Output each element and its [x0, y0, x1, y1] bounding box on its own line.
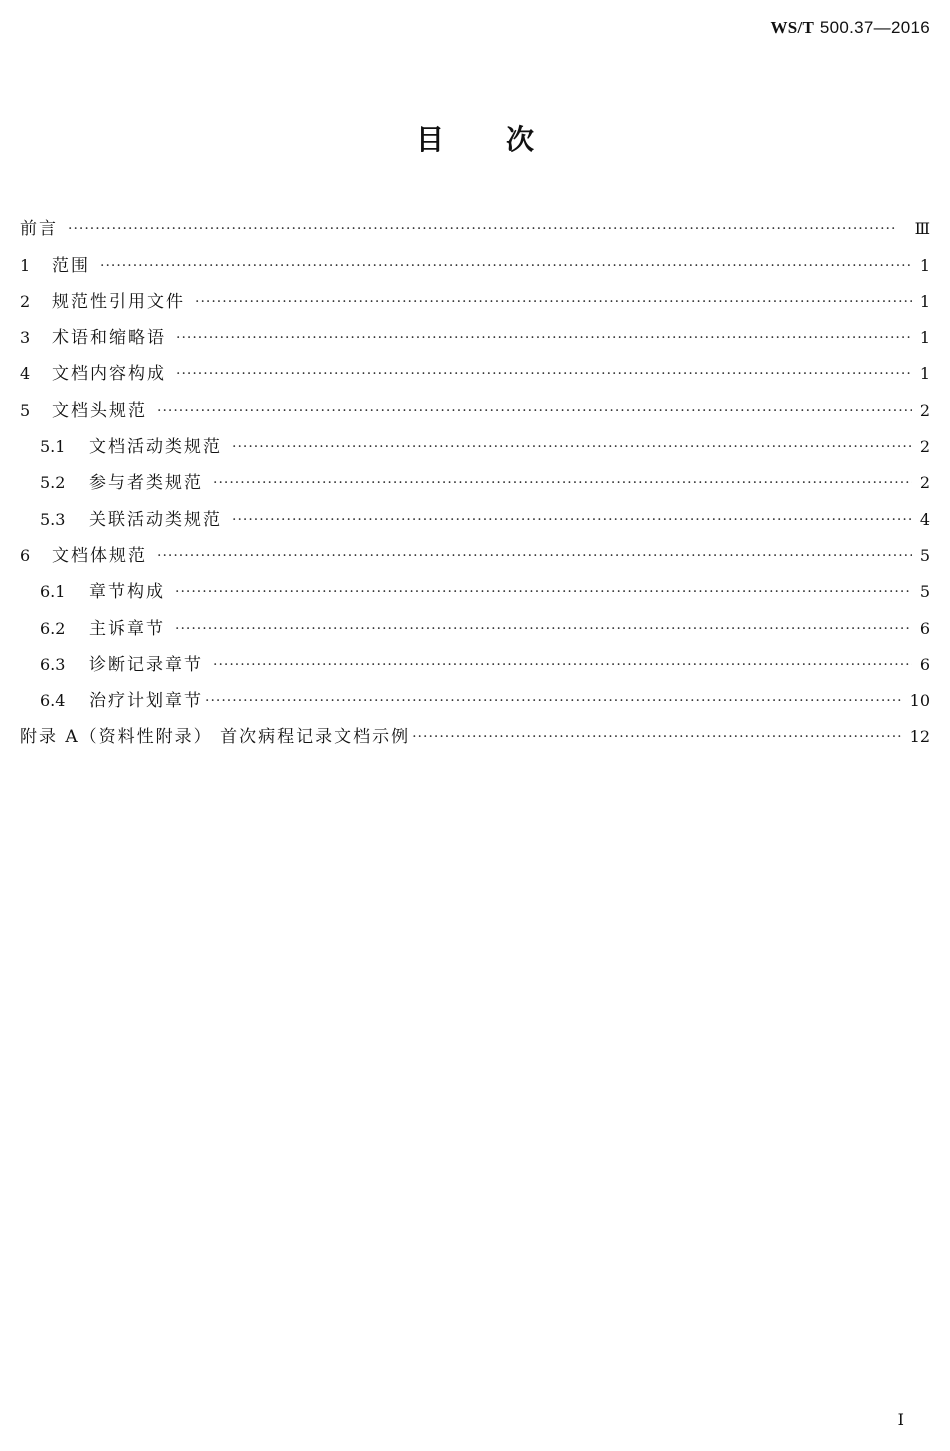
standard-number-header — [770, 18, 930, 38]
toc-entry-4[interactable] — [20, 356, 930, 392]
table-of-contents — [20, 211, 930, 755]
toc-entry-5-3[interactable] — [20, 501, 930, 537]
dot-leader — [412, 719, 902, 755]
toc-entry-number: 6.3 — [40, 654, 66, 674]
toc-page-number: 1 — [919, 255, 930, 275]
toc-page-number: 5 — [919, 582, 930, 602]
dot-leader — [205, 683, 902, 719]
page-title: 目次 — [415, 123, 596, 156]
toc-entry-6-2[interactable] — [20, 610, 930, 646]
footer-page-number: I — [897, 1410, 904, 1429]
toc-entry-title: 文档内容构成 — [52, 364, 166, 385]
dot-leader — [100, 248, 912, 284]
toc-page-number: 2 — [919, 437, 930, 457]
toc-page-number: 10 — [909, 691, 930, 711]
toc-entry-number: 5.2 — [40, 473, 66, 493]
dot-leader — [175, 574, 912, 610]
toc-entry-title: 文档头规范 — [52, 400, 147, 421]
toc-entry-6-3[interactable] — [20, 647, 930, 683]
toc-page-number: 1 — [919, 364, 930, 384]
toc-entry-title: 附录 A（资料性附录） 首次病程记录文档示例 — [20, 727, 411, 748]
toc-page-number: 6 — [919, 654, 930, 674]
toc-entry-5[interactable] — [20, 392, 930, 428]
toc-entry-title: 治疗计划章节 — [89, 691, 203, 712]
toc-entry-6-4[interactable] — [20, 683, 930, 719]
toc-entry-number: 3 — [20, 328, 31, 348]
standard-number: 500.37—2016 — [819, 18, 930, 37]
dot-leader — [176, 320, 912, 356]
toc-entry-appendix-a[interactable] — [20, 719, 930, 755]
dot-leader — [232, 429, 912, 465]
dot-leader — [195, 284, 912, 320]
dot-leader — [176, 356, 912, 392]
dot-leader — [157, 538, 912, 574]
toc-entry-3[interactable] — [20, 320, 930, 356]
toc-entry-title: 规范性引用文件 — [52, 291, 185, 312]
toc-page-number: 1 — [919, 291, 930, 311]
toc-entry-5-2[interactable] — [20, 465, 930, 501]
toc-page-number: 5 — [919, 545, 930, 565]
dot-leader — [232, 502, 912, 538]
toc-entry-number: 6.2 — [40, 618, 66, 638]
toc-page-number: 2 — [919, 473, 930, 493]
dot-leader — [175, 611, 912, 647]
toc-entry-number: 4 — [20, 364, 31, 384]
toc-page-number: 12 — [909, 727, 930, 747]
toc-entry-number: 6.4 — [40, 691, 66, 711]
toc-entry-title: 诊断记录章节 — [89, 654, 203, 675]
toc-entry-title: 主诉章节 — [89, 618, 165, 639]
toc-entry-number: 5.1 — [40, 437, 66, 457]
toc-entry-6-1[interactable] — [20, 574, 930, 610]
toc-page-number: 4 — [919, 509, 930, 529]
toc-entry-6[interactable] — [20, 538, 930, 574]
toc-entry-number: 2 — [20, 291, 31, 311]
toc-entry-title: 文档体规范 — [52, 545, 147, 566]
toc-page-number: Ⅲ — [914, 219, 930, 239]
toc-entry-title: 前言 — [20, 219, 58, 240]
toc-page-number: 6 — [919, 618, 930, 638]
toc-entry-title: 关联活动类规范 — [89, 509, 222, 530]
toc-entry-title: 参与者类规范 — [89, 473, 203, 494]
toc-entry-title: 术语和缩略语 — [52, 328, 166, 349]
toc-entry-number: 5.3 — [40, 509, 66, 529]
toc-entry-foreword[interactable] — [20, 211, 930, 247]
toc-entry-title: 范围 — [52, 255, 90, 276]
toc-entry-title: 章节构成 — [89, 582, 165, 603]
toc-page-number: 1 — [919, 328, 930, 348]
dot-leader — [213, 465, 912, 501]
toc-entry-number: 6 — [20, 545, 31, 565]
toc-entry-2[interactable] — [20, 284, 930, 320]
toc-entry-1[interactable] — [20, 247, 930, 283]
toc-page-number: 2 — [919, 400, 930, 420]
toc-entry-number: 5 — [20, 400, 31, 420]
dot-leader — [157, 393, 912, 429]
toc-entry-number: 6.1 — [40, 582, 66, 602]
toc-entry-5-1[interactable] — [20, 429, 930, 465]
toc-entry-title: 文档活动类规范 — [89, 437, 222, 458]
dot-leader — [213, 647, 912, 683]
dot-leader — [68, 211, 907, 247]
standard-prefix: WS/T — [770, 18, 815, 37]
toc-entry-number: 1 — [20, 255, 31, 275]
